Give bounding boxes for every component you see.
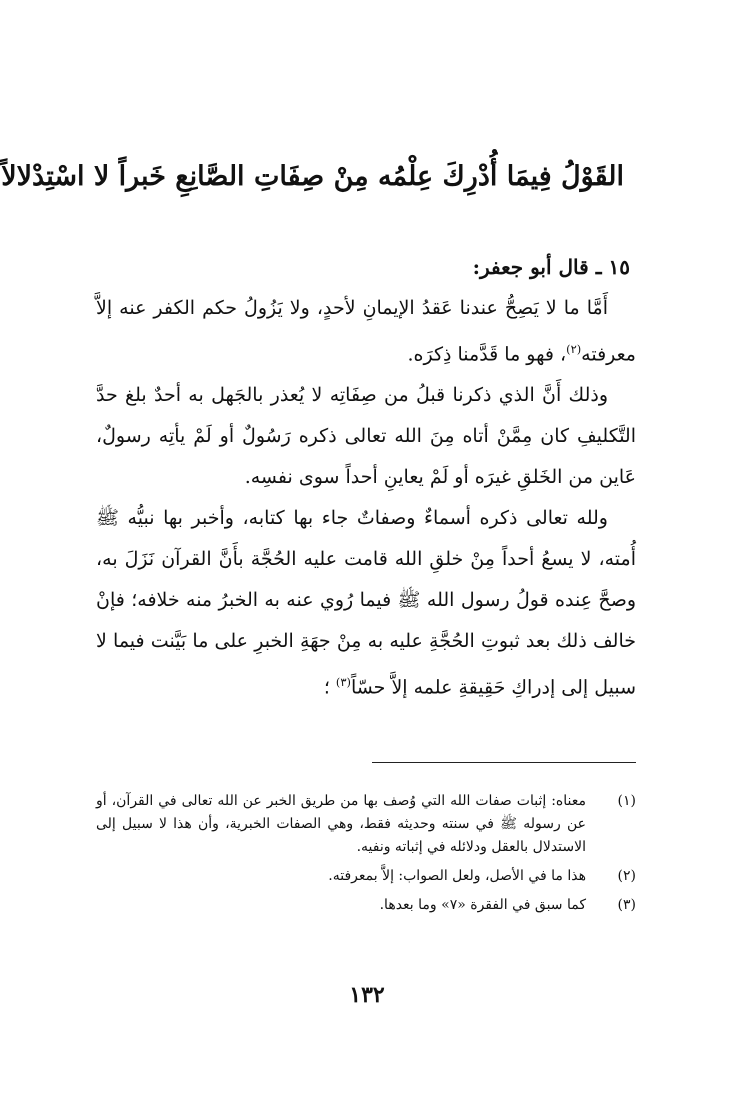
footnote-text: هذا ما في الأصل، ولعل الصواب: إلاَّ بمعرفته. bbox=[328, 868, 586, 884]
footnote-2 bbox=[96, 865, 636, 888]
chapter-title-text: القَوْلُ فِيمَا أُدْرِكَ عِلْمُه مِنْ صِفَاتِ الصَّانِعِ خَبراً لا اسْتِدْلالاً bbox=[1, 161, 624, 192]
paragraph-3 bbox=[96, 498, 636, 708]
paragraph-text: أَمَّا ما لا يَصِحُّ عندنا عَقدُ الإيمانِ لأحدٍ، ولا يَزُولُ حكم الكفر عنه إلاَّ معرفته bbox=[96, 297, 636, 366]
footnote-ref-3: (٣) bbox=[335, 675, 351, 690]
paragraph-2 bbox=[96, 375, 636, 498]
footnotes bbox=[96, 790, 636, 923]
footnote-text: معناه: إثبات صفات الله التي وُصف بها من طريق الخبر عن الله تعالى في القرآن، أو عن رسوله ﷺ في سنته وحديثه فقط، وهي الصفات الخبرية، وأن هذا لا سبيل إلى الاستدلال بالعقل ودلائله في إثباته ونفيه. bbox=[96, 793, 586, 855]
footnote-ref-2: (٢) bbox=[566, 342, 582, 356]
paragraph-text: ولله تعالى ذكره أسماءٌ وصفاتٌ جاء بها كتابه، وأخبر بها نبيُّه ﷺ أُمته، لا يسعُ أحداً مِنْ خلقِ الله قامت عليه الحُجَّة بأَنَّ القرآن نَزَلَ به، وصحَّ عِنده قولُ رسول الله ﷺ فيما رُوي عنه به الخبرُ منه خلافه؛ فإنْ خالف ذلك بعد ثبوتِ الحُجَّةِ عليه به مِنْ جهَةِ الخبرِ على ما بَيَّنت فيما لا سبيل إلى إدراكِ حَقِيقةِ علمه إلاَّ حسّاً bbox=[96, 507, 636, 699]
footnote-number: (٢) bbox=[617, 868, 636, 884]
paragraph-text: وذلك أَنَّ الذي ذكرنا قبلُ من صِفَاتِه لا يُعذر بالجَهل به أحدٌ بلغ حدَّ التَّكليفِ كان مِمَّنْ أتاه مِنَ الله تعالى ذكره رَسُولٌ أو لَمْ يأتِه رسولٌ، عَاين من الخَلقِ غيرَه أو لَمْ يعاينِ أحداً سوى نفسِه. bbox=[96, 384, 636, 489]
footnote-number: (١) bbox=[617, 793, 636, 809]
footnote-1 bbox=[96, 790, 636, 859]
chapter-title bbox=[1, 150, 624, 197]
section-heading bbox=[96, 247, 636, 288]
footnote-3 bbox=[96, 894, 636, 917]
footnote-separator bbox=[372, 762, 636, 763]
footnote-text: كما سبق في الفقرة «٧» وما بعدها. bbox=[379, 897, 586, 913]
footnote-number: (٣) bbox=[617, 897, 636, 913]
page-number: ١٣٢ bbox=[349, 982, 385, 1008]
main-text bbox=[96, 247, 636, 709]
section-number: ١٥ ـ bbox=[595, 255, 630, 279]
section-speaker: قال أبو جعفر: bbox=[472, 255, 589, 279]
paragraph-text-tail: ، فهو ما قَدَّمنا ذِكرَه. bbox=[407, 343, 567, 366]
paragraph-text-tail: ؛ bbox=[323, 676, 336, 699]
paragraph-1 bbox=[96, 288, 636, 375]
